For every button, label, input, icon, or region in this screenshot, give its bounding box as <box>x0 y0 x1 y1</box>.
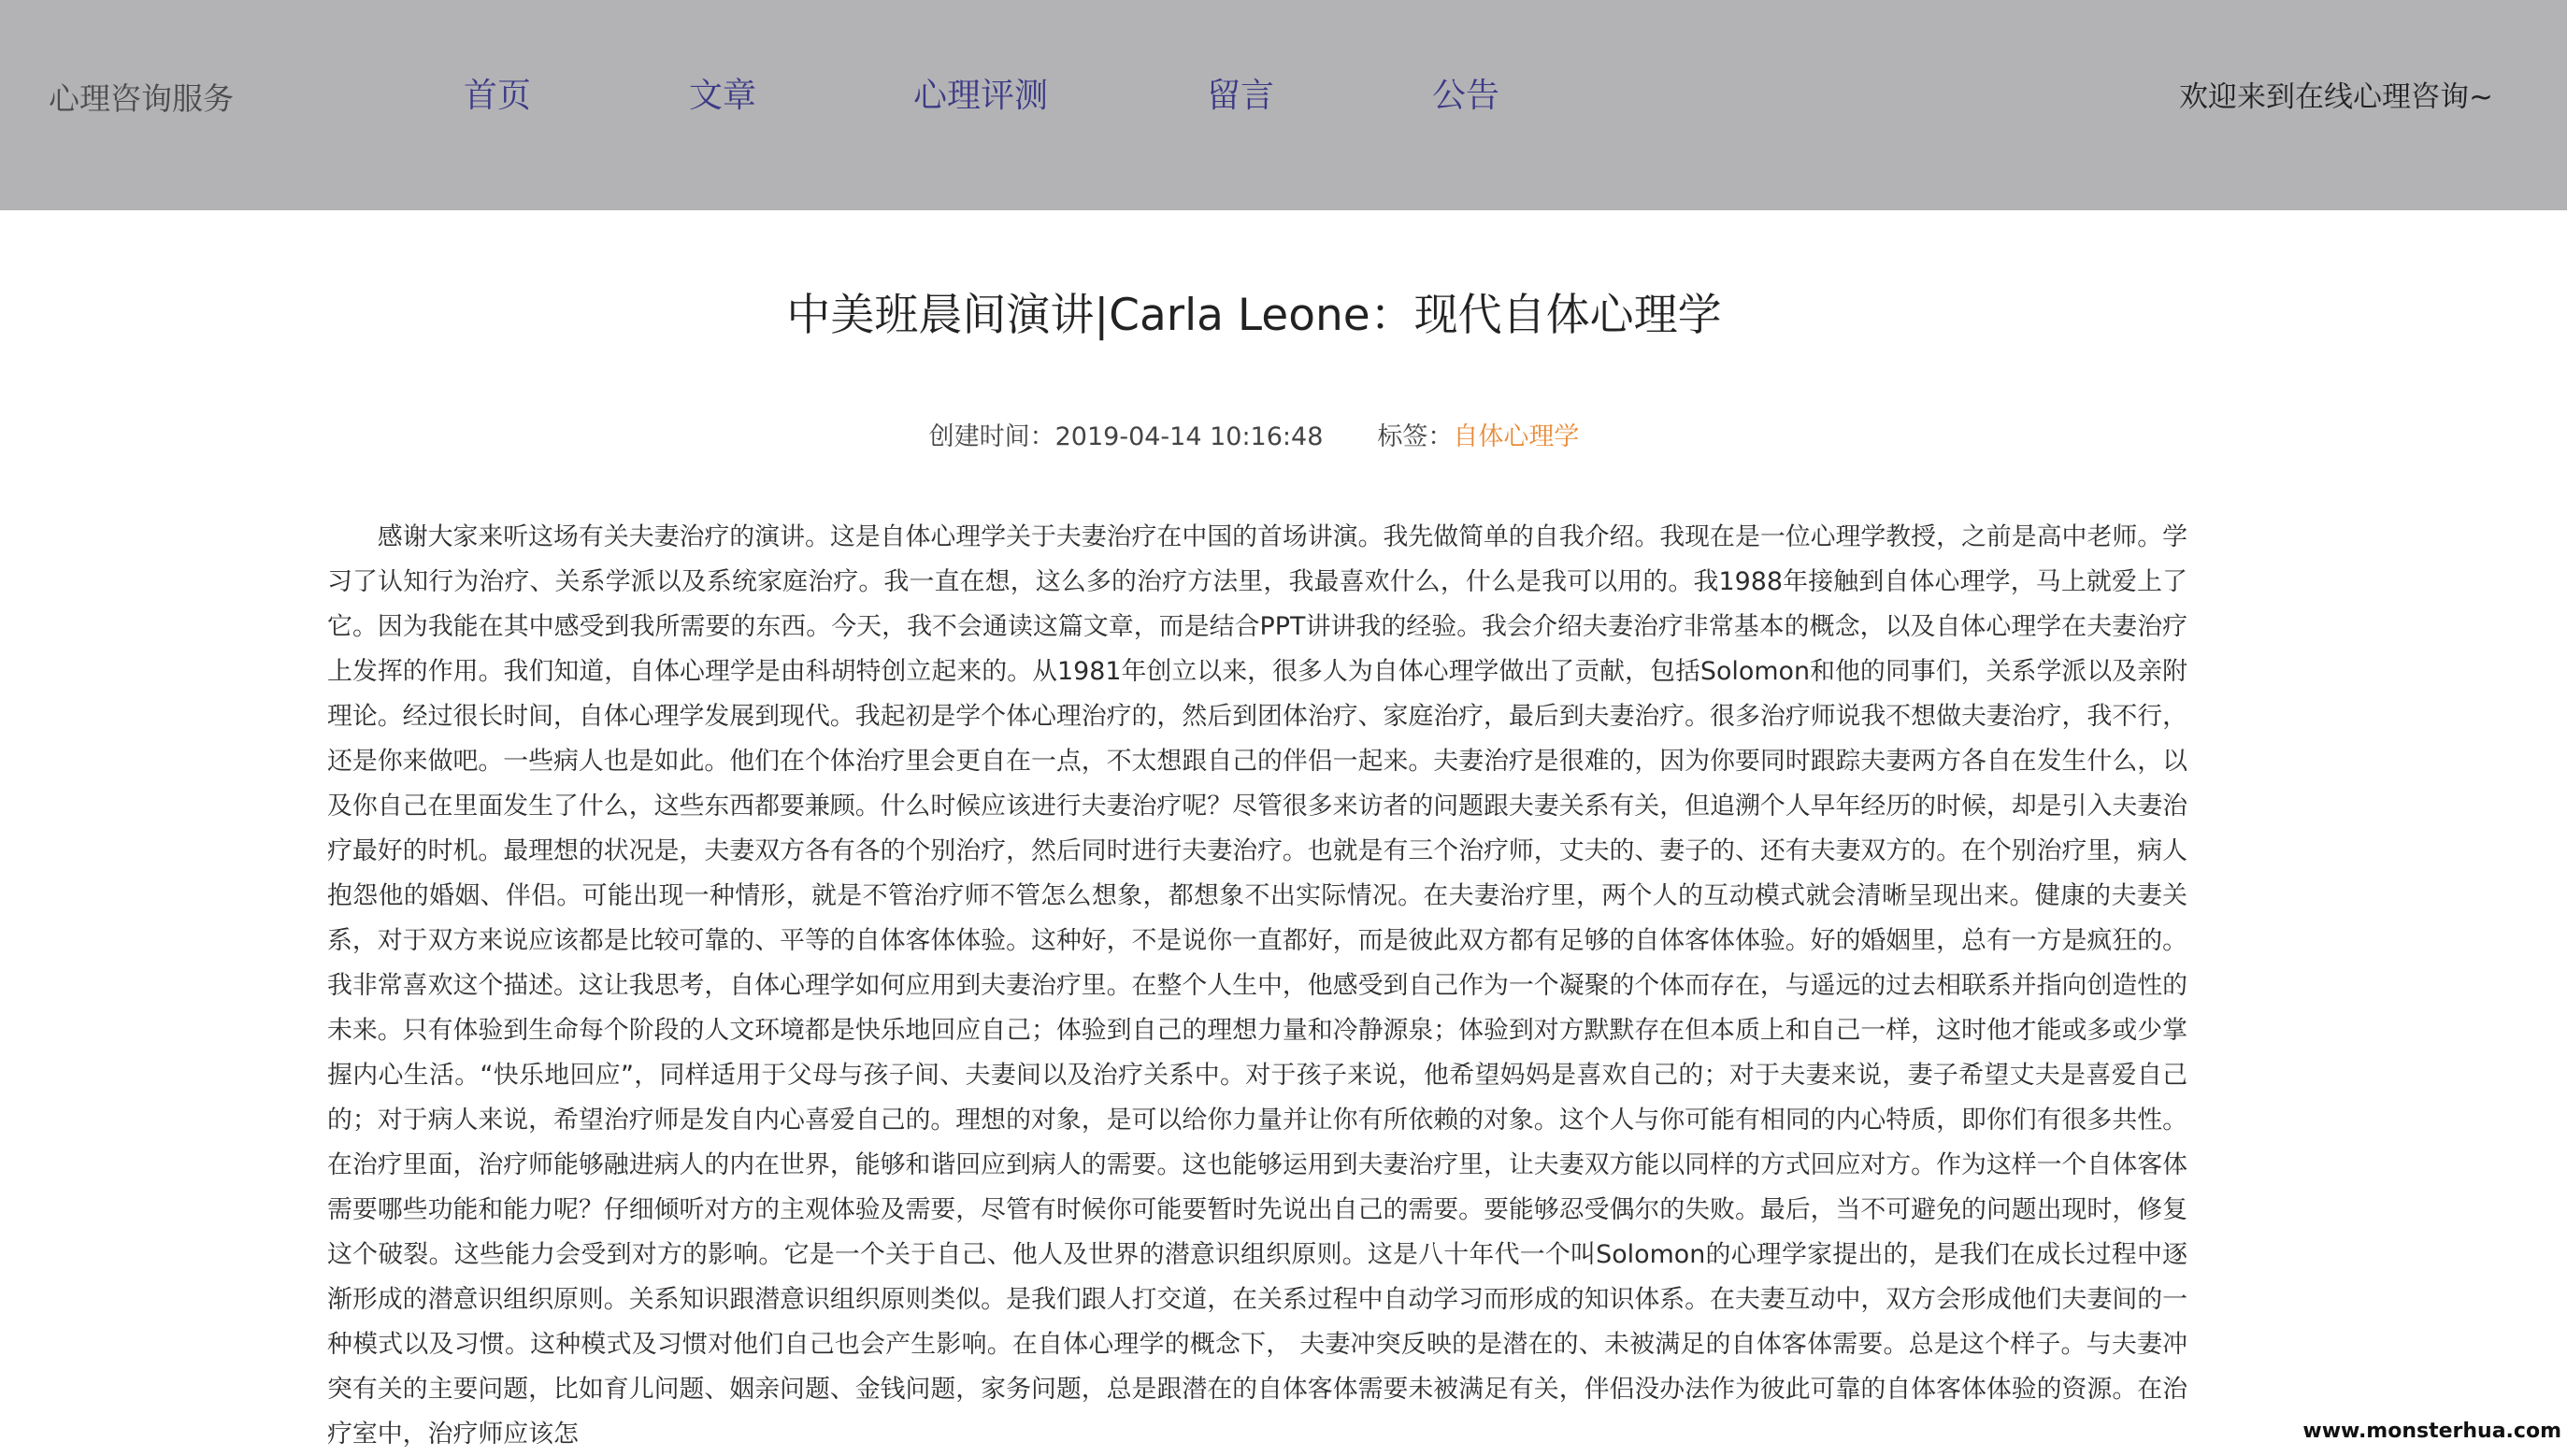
article-title: 中美班晨间演讲|Carla Leone：现代自体心理学 <box>786 290 1722 341</box>
created-label: 创建时间： <box>928 422 1055 451</box>
created-time: 2019-04-14 10:16:48 <box>1054 422 1324 451</box>
tag-link[interactable]: 自体心理学 <box>1453 422 1580 451</box>
watermark-text: www.monsterhua.com <box>2302 1420 2561 1443</box>
nav-psych-test[interactable]: 心理评测 <box>913 77 1049 115</box>
nav-messages[interactable]: 留言 <box>1207 77 1275 115</box>
nav-articles[interactable]: 文章 <box>689 77 757 115</box>
top-navbar <box>0 0 2567 210</box>
welcome-text: 欢迎来到在线心理咨询~ <box>2179 80 2493 114</box>
article-meta <box>0 415 2508 460</box>
article-paragraph: 感谢大家来听这场有关夫妻治疗的演讲。这是自体心理学关于夫妻治疗在中国的首场讲演。我先做简单的自我介绍。我现在是一位心理学教授，之前是高中老师。学习了认知行为治疗、关系学派以及系统家庭治疗。我一直在想，这么多的治疗方法里，我最喜欢什么，什么是我可以用的。我1988年接触到自体心理学，马上就爱上了它。因为我能在其中感受到我所需要的东西。今天，我不会通读这篇文章，而是结合PPT讲讲我的经验。我会介绍夫妻治疗非常基本的概念，以及自体心理学在夫妻治疗上发挥的作用。我们知道，自体心理学是由科胡特创立起来的。从1981年创立以来，很多人为自体心理学做出了贡献，包括Solomon和他的同事们，关系学派以及亲附理论。经过很长时间，自体心理学发展到现代。我起初是学个体心理治疗的，然后到团体治疗、家庭治疗，最后到夫妻治疗。很多治疗师说我不想做夫妻治疗，我不行，还是你来做吧。一些病人也是如此。他们在个体治疗里会更自在一点，不太想跟自己的伴侣一起来。夫妻治疗是很难的，因为你要同时跟踪夫妻两方各自在发生什么，以及你自己在里面发生了什么，这些东西都要兼顾。什么时候应该进行夫妻治疗呢？尽管很多来访者的问题跟夫妻关系有关，但追溯个人早年经历的时候，却是引入夫妻治疗最好的时机。最理想的状况是，夫妻双方各有各的个别治疗，然后同时进行夫妻治疗。也就是有三个治疗师，丈夫的、妻子的、还有夫妻双方的。在个别治疗里，病人抱怨他的婚姻、伴侣。可能出现一种情形，就是不管治疗师不管怎么想象，都想象不出实际情况。在夫妻治疗里，两个人的互动模式就会清晰呈现出来。健康的夫妻关系，对于双方来说应该都是比较可靠的、平等的自体客体体验。这种好，不是说你一直都好，而是彼此双方都有足够的自体客体体验。好的婚姻里，总有一方是疯狂的。我非常喜欢这个描述。这让我思考，自体心理学如何应用到夫妻治疗里。在整个人生中，他感受到自己作为一个凝聚的个体而存在，与遥远的过去相联系并指向创造性的未来。只有体验到生命每个阶段的人文环境都是快乐地回应自己；体验到自己的理想力量和冷静源泉；体验到对方默默存在但本质上和自己一样，这时他才能或多或少掌握内心生活。“快乐地回应”，同样适用于父母与孩子间、夫妻间以及治疗关系中。对于孩子来说，他希望妈妈是喜欢自己的；对于夫妻来说，妻子希望丈夫是喜爱自己的；对于病人来说，希望治疗师是发自内心喜爱自己的。理想的对象，是可以给你力量并让你有所依赖的对象。这个人与你可能有相同的内心特质，即你们有很多共性。在治疗里面，治疗师能够融进病人的内在世界，能够和谐回应到病人的需要。这也能够运用到夫妻治疗里，让夫妻双方能以同样的方式回应对方。作为这样一个自体客体需要哪些功能和能力呢？仔细倾听对方的主观体验及需要，尽管有时候你可能要暂时先说出自己的需要。要能够忍受偶尔的失败。最后，当不可避免的问题出现时，修复这个破裂。这些能力会受到对方的影响。它是一个关于自己、他人及世界的潜意识组织原则。这是八十年代一个叫Solomon的心理学家提出的，是我们在成长过程中逐渐形成的潜意识组织原则。关系知识跟潜意识组织原则类似。是我们跟人打交道，在关系过程中自动学习而形成的知识体系。在夫妻互动中，双方会形成他们夫妻间的一种模式以及习惯。这种模式及习惯对他们自己也会产生影响。在自体心理学的概念下， 夫妻冲突反映的是潜在的、未被满足的自体客体需要。总是这个样子。与夫妻冲突有关的主要问题，比如育儿问题、姻亲问题、金钱问题，家务问题，总是跟潜在的自体客体需要未被满足有关，伴侣没办法作为彼此可靠的自体客体体验的资源。在治疗室中，治疗师应该怎 <box>327 522 2187 1449</box>
article-content <box>327 515 2187 1456</box>
tag-label: 标签： <box>1377 422 1454 451</box>
nav-announcements[interactable]: 公告 <box>1432 77 1500 115</box>
nav-home[interactable]: 首页 <box>464 77 532 115</box>
site-brand[interactable]: 心理咨询服务 <box>49 80 234 117</box>
